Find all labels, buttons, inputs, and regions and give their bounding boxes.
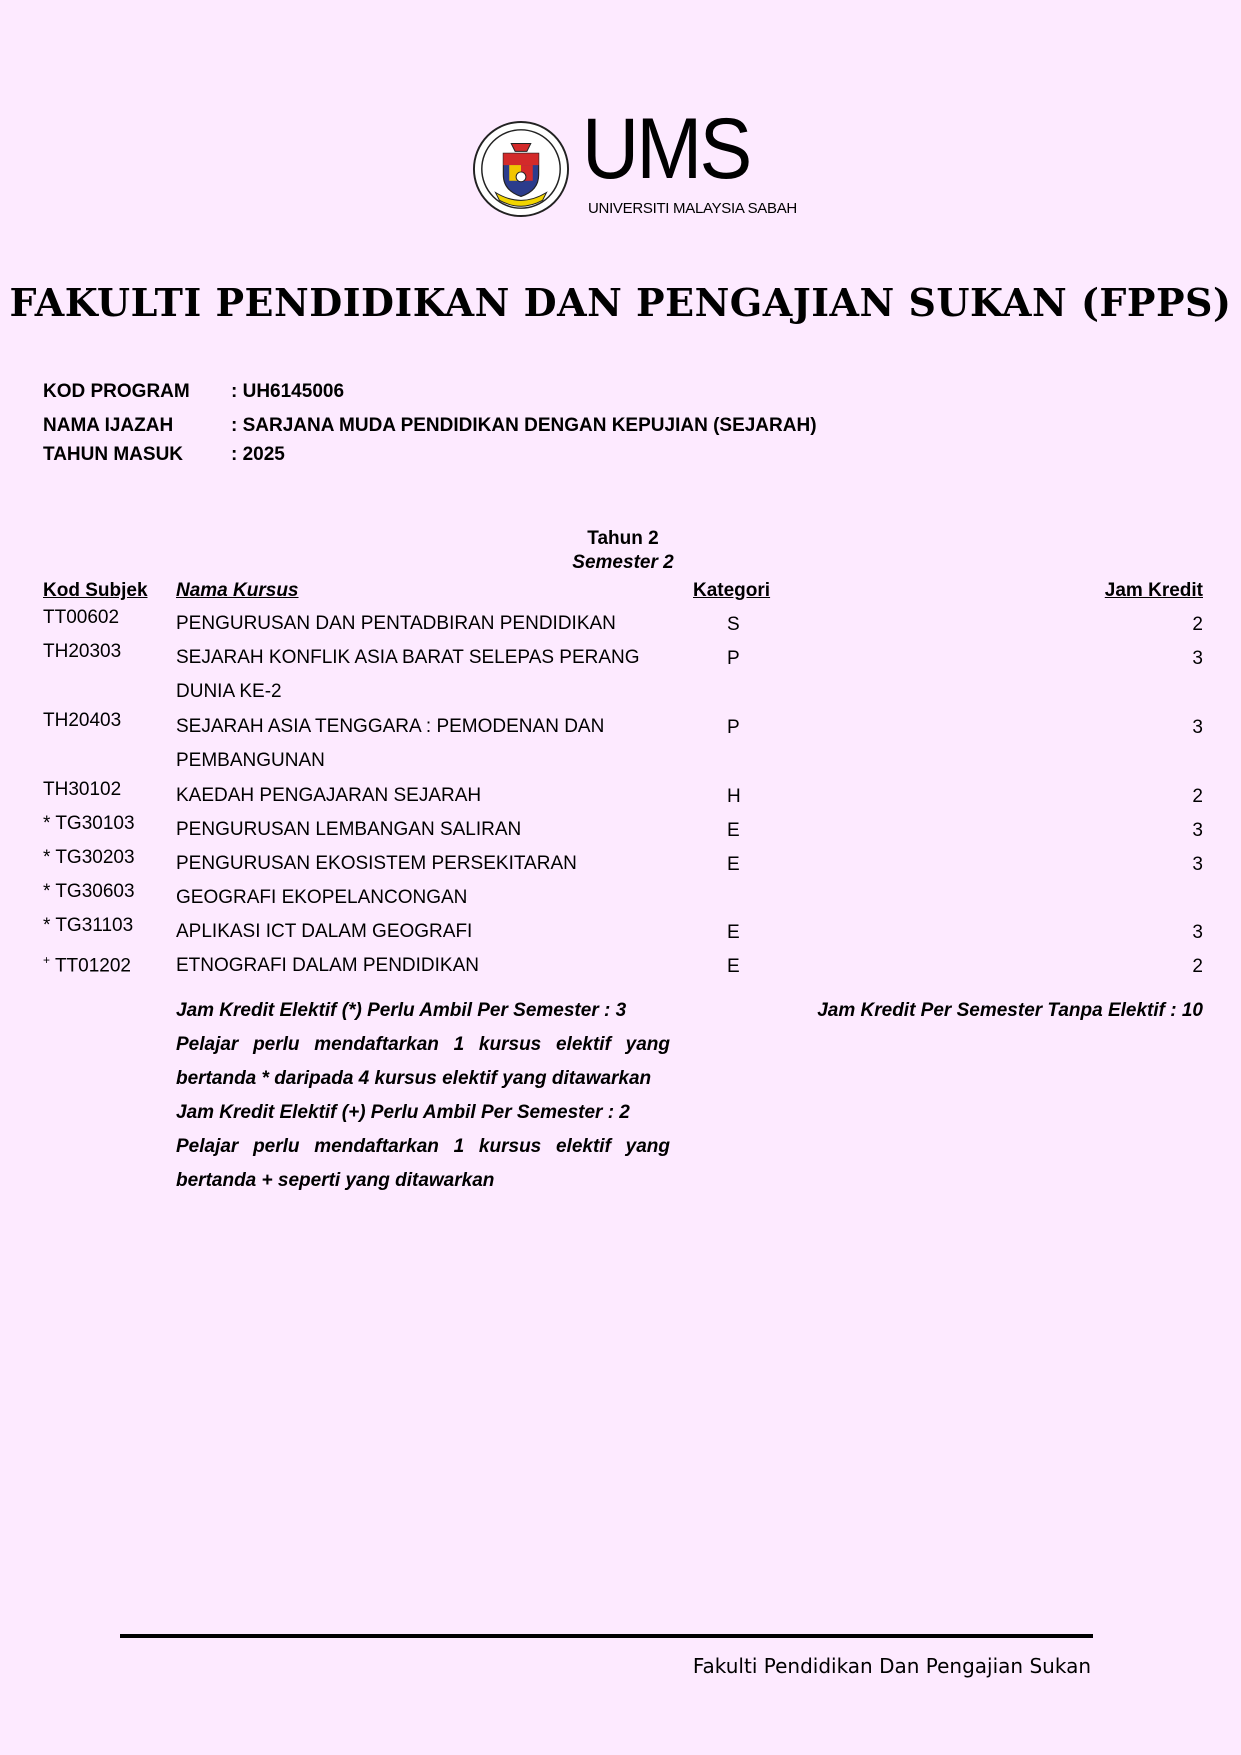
course-category: H [727,786,741,807]
ums-subtitle: UNIVERSITI MALAYSIA SABAH [588,200,797,217]
course-category: P [727,648,740,669]
subject-code: * TG30203 [43,847,135,868]
course-category: S [727,614,740,635]
program-code-label: KOD PROGRAM [43,381,190,402]
subject-code: TH20403 [43,710,122,731]
degree-name-line [43,415,817,437]
subject-code: TH20303 [43,641,122,662]
course-credit: 2 [1192,956,1203,977]
course-name: ETNOGRAFI DALAM PENDIDIKAN [176,955,479,976]
header-course-name: Nama Kursus [176,580,299,601]
subject-code [43,953,131,977]
subject-code: TH30102 [43,779,122,800]
year-heading: Tahun 2 [587,528,659,549]
course-credit: 3 [1192,820,1203,841]
course-category: E [727,956,740,977]
university-seal-icon [472,120,570,218]
note-elective-plus-rule: Pelajar perlu mendaftarkan 1 kursus elektif yang bertanda + seperti yang ditawarkan [176,1136,670,1191]
course-name: PENGURUSAN DAN PENTADBIRAN PENDIDIKAN [176,613,616,634]
degree-name-value: : SARJANA MUDA PENDIDIKAN DENGAN KEPUJIAN (SEJARAH) [231,415,817,436]
course-name: KAEDAH PENGAJARAN SEJARAH [176,785,482,806]
degree-name-label: NAMA IJAZAH [43,415,174,436]
intake-year-value: : 2025 [231,444,285,465]
course-name: SEJARAH ASIA TENGGARA : PEMODENAN DAN PEMBANGUNAN [176,716,605,771]
footer-faculty-name: Fakulti Pendidikan Dan Pengajian Sukan [692,1654,1091,1678]
course-category: E [727,922,740,943]
course-name: PENGURUSAN EKOSISTEM PERSEKITARAN [176,853,577,874]
subject-code: * TG30603 [43,881,135,902]
intake-year-label: TAHUN MASUK [43,444,184,465]
course-credit: 3 [1192,854,1203,875]
subject-code-text: TT01202 [50,955,131,977]
elective-notes [176,994,670,1198]
course-credit: 3 [1192,648,1203,669]
course-credit: 2 [1192,786,1203,807]
elective-plus-marker: + [43,953,51,967]
course-name: PENGURUSAN LEMBANGAN SALIRAN [176,819,522,840]
header-credit-hours: Jam Kredit [1104,580,1203,601]
program-code-value: : UH6145006 [231,381,345,402]
faculty-title: FAKULTI PENDIDIKAN DAN PENGAJIAN SUKAN (FPPS) [9,280,1232,325]
course-name: GEOGRAFI EKOPELANCONGAN [176,887,468,908]
note-elective-star-rule: Pelajar perlu mendaftarkan 1 kursus elektif yang bertanda * daripada 4 kursus elektif yang ditawarkan [176,1034,670,1089]
footer-divider [120,1634,1093,1638]
course-credit: 3 [1192,922,1203,943]
ums-wordmark: UMS [582,101,750,197]
note-elective-star-credit: Jam Kredit Elektif (*) Perlu Ambil Per Semester : 3 [176,1000,627,1021]
header-subject-code: Kod Subjek [43,580,148,601]
course-category: E [727,854,740,875]
course-name: APLIKASI ICT DALAM GEOGRAFI [176,921,473,942]
subject-code: * TG31103 [43,915,134,936]
course-credit: 2 [1192,614,1203,635]
header-category: Kategori [693,580,771,601]
subject-code: TT00602 [43,607,120,628]
note-elective-plus-credit: Jam Kredit Elektif (+) Perlu Ambil Per Semester : 2 [176,1102,630,1123]
course-name: SEJARAH KONFLIK ASIA BARAT SELEPAS PERANG DUNIA KE-2 [176,647,640,702]
course-category: P [727,717,740,738]
ums-logo [472,101,797,220]
intake-year-line [43,444,285,466]
course-category: E [727,820,740,841]
total-credit-note: Jam Kredit Per Semester Tanpa Elektif : 10 [817,1000,1203,1021]
subject-code: * TG30103 [43,813,135,834]
program-code-line [43,381,344,403]
semester-heading: Semester 2 [572,552,674,573]
course-credit: 3 [1192,717,1203,738]
